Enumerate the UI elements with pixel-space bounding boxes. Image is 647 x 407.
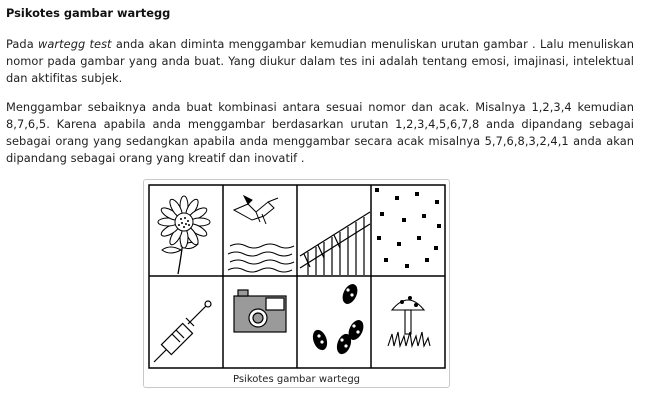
intro-text: anda akan diminta menggambar kemudian menuliskan urutan gambar . Lalu menuliskan nomor pada gambar yang anda buat. Yang diukur dalam tes ini adalah tentang emosi, imajinasi, intelektual dan aktifitas subjek. — [6, 37, 634, 85]
figure-caption: Psikotes gambar wartegg — [232, 374, 361, 385]
wartegg-grid — [148, 184, 446, 369]
sunflower-icon — [158, 196, 210, 274]
paragraph-intro — [6, 36, 634, 87]
intro-emphasis: wartegg test — [38, 37, 112, 51]
wartegg-figure[interactable] — [143, 179, 450, 388]
bird-over-water-icon — [228, 196, 294, 272]
footprints-icon — [311, 282, 366, 355]
page-title: Psikotes gambar wartegg — [6, 6, 171, 20]
camera-icon — [234, 290, 286, 332]
paragraph-instructions: Menggambar sebaiknya anda buat kombinasi antara sesuai nomor dan acak. Misalnya 1,2,3,4 kemudian 8,7,6,5. Karena apabila anda menggambar berdasarkan urutan 1,2,3,4,5,6,7,8 anda dipandang sebagai sebagai orang yang sedangkan apabila anda menggambar secara acak misalnya 5,7,6,8,3,2,4,1 anda akan dipandang sebagai orang yang kreatif dan inovatif . — [6, 100, 634, 165]
intro-prefix: Pada — [6, 37, 38, 51]
dotted-pattern-icon — [375, 188, 441, 268]
mushroom-icon — [388, 296, 430, 346]
syringe-icon — [154, 301, 211, 362]
railway-tracks-icon — [300, 212, 370, 275]
